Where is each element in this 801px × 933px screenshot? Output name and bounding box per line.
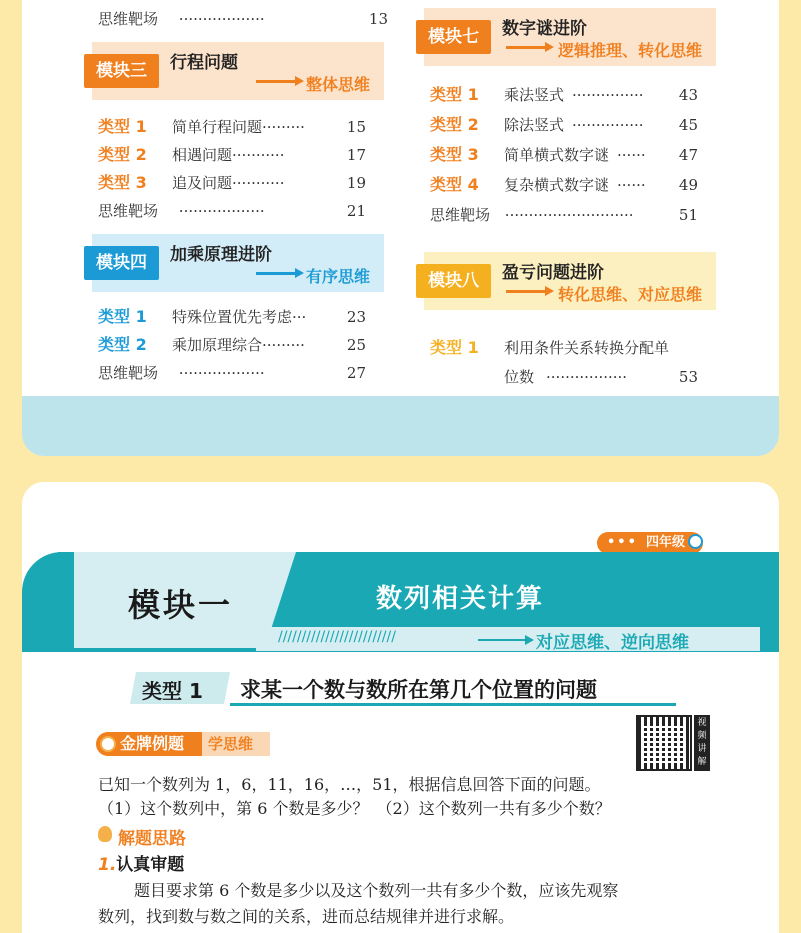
magnifier-icon	[688, 534, 703, 549]
toc-target-row[interactable]: 思维靶场 ·················· 21	[98, 202, 366, 220]
arrow-icon	[256, 80, 296, 83]
toc-page: 13	[368, 10, 388, 28]
toc-target-row[interactable]: 思维靶场 ··························· 51	[430, 206, 698, 224]
toc-row[interactable]: 类型 1 乘法竖式 ··············· 43	[430, 85, 698, 104]
module7-tag: 模块七	[416, 20, 491, 54]
module8-title: 盈亏问题进阶	[502, 263, 604, 283]
module8-tag: 模块八	[416, 264, 491, 298]
paragraph-line-2: 数列，找到数与数之间的关系，进而总结规律并进行求解。	[98, 907, 515, 926]
paragraph-line-1: 题目要求第 6 个数是多少以及这个数列一共有多少个数，应该先观察	[134, 881, 619, 900]
qr-code-icon[interactable]	[636, 715, 692, 771]
module8-banner[interactable]	[416, 252, 716, 310]
module-subtitle: 对应思维、逆向思维	[536, 633, 689, 653]
grade-badge: ••• 四年级	[597, 532, 703, 554]
type-banner	[130, 672, 676, 708]
problem-line-2: （1）这个数列中，第 6 个数是多少？ （2）这个数列一共有多少个数？	[98, 799, 611, 818]
module4-banner[interactable]	[84, 234, 384, 292]
think-label: 解题思路	[118, 829, 186, 849]
toc-row[interactable]: 类型 1 利用条件关系转换分配单	[430, 338, 670, 357]
toc-row[interactable]: 类型 2 相遇问题··········· 17	[98, 145, 366, 164]
arrow-icon	[478, 639, 526, 641]
toc-target-row[interactable]: 思维靶场 ·················· 27	[98, 364, 366, 382]
toc-card	[22, 0, 779, 456]
toc-row[interactable]: 类型 4 复杂横式数字谜 ······ 49	[430, 175, 698, 194]
problem-line-1: 已知一个数列为 1，6，11，16，…，51，根据信息回答下面的问题。	[98, 775, 601, 794]
example-sub: 学思维	[202, 732, 270, 756]
type-label: 类型 1	[142, 679, 203, 703]
video-label[interactable]: 视频讲解	[694, 715, 710, 771]
toc-dots: ··················	[178, 10, 265, 28]
module4-subtitle: 有序思维	[306, 267, 371, 286]
toc-row[interactable]: 类型 1 特殊位置优先考虑··· 23	[98, 307, 366, 326]
toc-row[interactable]: 类型 3 简单横式数字谜 ······ 47	[430, 145, 698, 164]
toc-row-cont[interactable]: 位数 ················· 53	[504, 368, 698, 386]
example-tag: 金牌例题	[120, 734, 185, 753]
module-tag: 模块一	[128, 586, 234, 624]
lightbulb-icon	[98, 826, 112, 842]
module3-tag: 模块三	[84, 54, 159, 88]
module3-banner[interactable]	[84, 42, 384, 100]
module4-tag: 模块四	[84, 246, 159, 280]
decorative-slashes: /////////////////////////	[278, 629, 396, 645]
toc-type: 类型 1	[98, 117, 147, 136]
medal-icon	[100, 736, 116, 752]
module4-title: 加乘原理进阶	[170, 245, 272, 265]
card-footer-band	[22, 396, 779, 456]
page-card	[22, 482, 779, 933]
module7-subtitle: 逻辑推理、转化思维	[558, 41, 703, 60]
toc-row[interactable]: 类型 2 除法竖式 ··············· 45	[430, 115, 698, 134]
module3-title: 行程问题	[170, 53, 238, 73]
type-title: 求某一个数与数所在第几个位置的问题	[240, 678, 597, 702]
arrow-icon	[506, 46, 546, 49]
arrow-icon	[506, 290, 546, 293]
toc-row[interactable]: 类型 3 追及问题··········· 19	[98, 173, 366, 192]
arrow-icon	[256, 272, 296, 275]
module3-subtitle: 整体思维	[306, 75, 371, 94]
toc-row[interactable]: 类型 2 乘加原理综合········· 25	[98, 335, 366, 354]
module7-title: 数字谜进阶	[502, 19, 587, 39]
module7-banner[interactable]	[416, 8, 716, 66]
toc-target-label: 思维靶场	[98, 10, 159, 28]
module8-subtitle: 转化思维、对应思维	[558, 285, 703, 304]
step-heading: 1.认真审题	[98, 855, 185, 875]
toc-target-row[interactable]	[98, 6, 388, 32]
module-title: 数列相关计算	[376, 584, 545, 614]
toc-row[interactable]: 类型 1 简单行程问题········· 15	[98, 114, 366, 140]
